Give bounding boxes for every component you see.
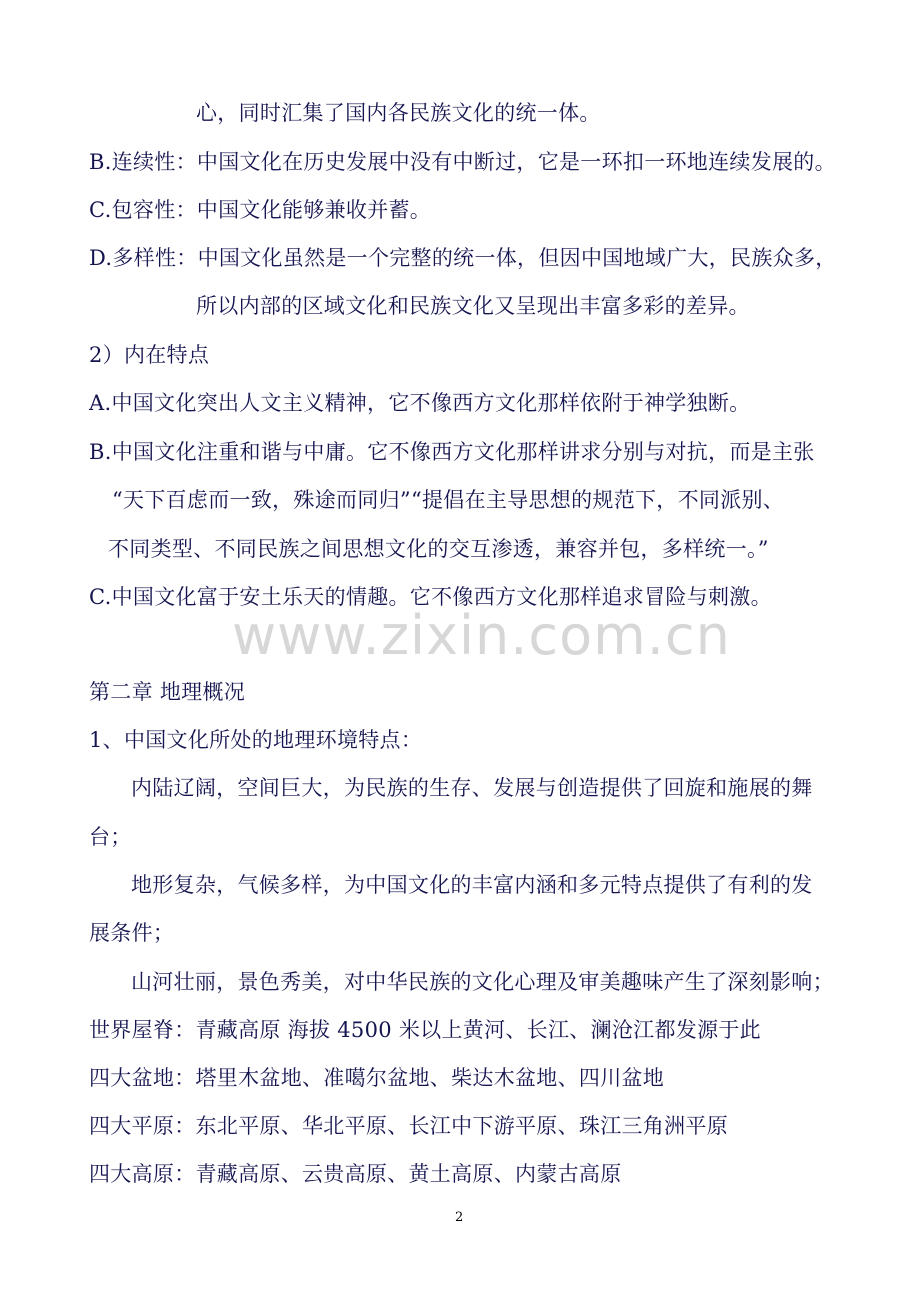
section-heading: 1、中国文化所处的地理环境特点： xyxy=(89,728,423,752)
text-line: 四大高原：青藏高原、云贵高原、黄土高原、内蒙古高原 xyxy=(89,1162,622,1186)
text-line: A.中国文化突出人文主义精神，它不像西方文化那样依附于神学独断。 xyxy=(89,391,751,415)
page-number: 2 xyxy=(455,1210,464,1225)
section-heading: 2）内在特点 xyxy=(89,343,210,367)
text-line: C.包容性：中国文化能够兼收并蓄。 xyxy=(89,198,432,222)
chapter-heading: 第二章 地理概况 xyxy=(89,680,246,704)
text-line: 山河壮丽，景色秀美，对中华民族的文化心理及审美趣味产生了深刻影响； xyxy=(131,970,834,994)
text-line: 四大盆地：塔里木盆地、准噶尔盆地、柴达木盆地、四川盆地 xyxy=(89,1066,665,1090)
text-line: 地形复杂，气候多样，为中国文化的丰富内涵和多元特点提供了有利的发 xyxy=(131,873,813,897)
text-line: 所以内部的区域文化和民族文化又呈现出丰富多彩的差异。 xyxy=(196,294,750,318)
watermark: www.zixin.com.cn xyxy=(232,604,731,667)
text-line: 世界屋脊：青藏高原 海拔 4500 米以上黄河、长江、澜沧江都发源于此 xyxy=(89,1018,761,1042)
text-line: B.中国文化注重和谐与中庸。它不像西方文化那样讲求分别与对抗，而是主张 xyxy=(89,440,815,464)
text-line: C.中国文化富于安土乐天的情趣。它不像西方文化那样追求冒险与刺激。 xyxy=(89,585,772,609)
text-line: B.连续性：中国文化在历史发展中没有中断过，它是一环扣一环地连续发展的。 xyxy=(89,150,836,174)
text-line: “天下百虑而一致，殊途而同归”“提倡在主导思想的规范下，不同派别、 xyxy=(112,488,785,512)
text-line: D.多样性：中国文化虽然是一个完整的统一体，但因中国地域广大，民族众多， xyxy=(89,246,837,270)
text-line: 台； xyxy=(89,825,132,849)
text-line: 四大平原：东北平原、华北平原、长江中下游平原、珠江三角洲平原 xyxy=(89,1114,728,1138)
text-line: 内陆辽阔，空间巨大，为民族的生存、发展与创造提供了回旋和施展的舞 xyxy=(131,776,813,800)
text-line: 展条件； xyxy=(89,921,175,945)
text-line: 心，同时汇集了国内各民族文化的统一体。 xyxy=(196,101,601,125)
text-line: 不同类型、不同民族之间思想文化的交互渗透，兼容并包，多样统一。” xyxy=(108,537,769,561)
